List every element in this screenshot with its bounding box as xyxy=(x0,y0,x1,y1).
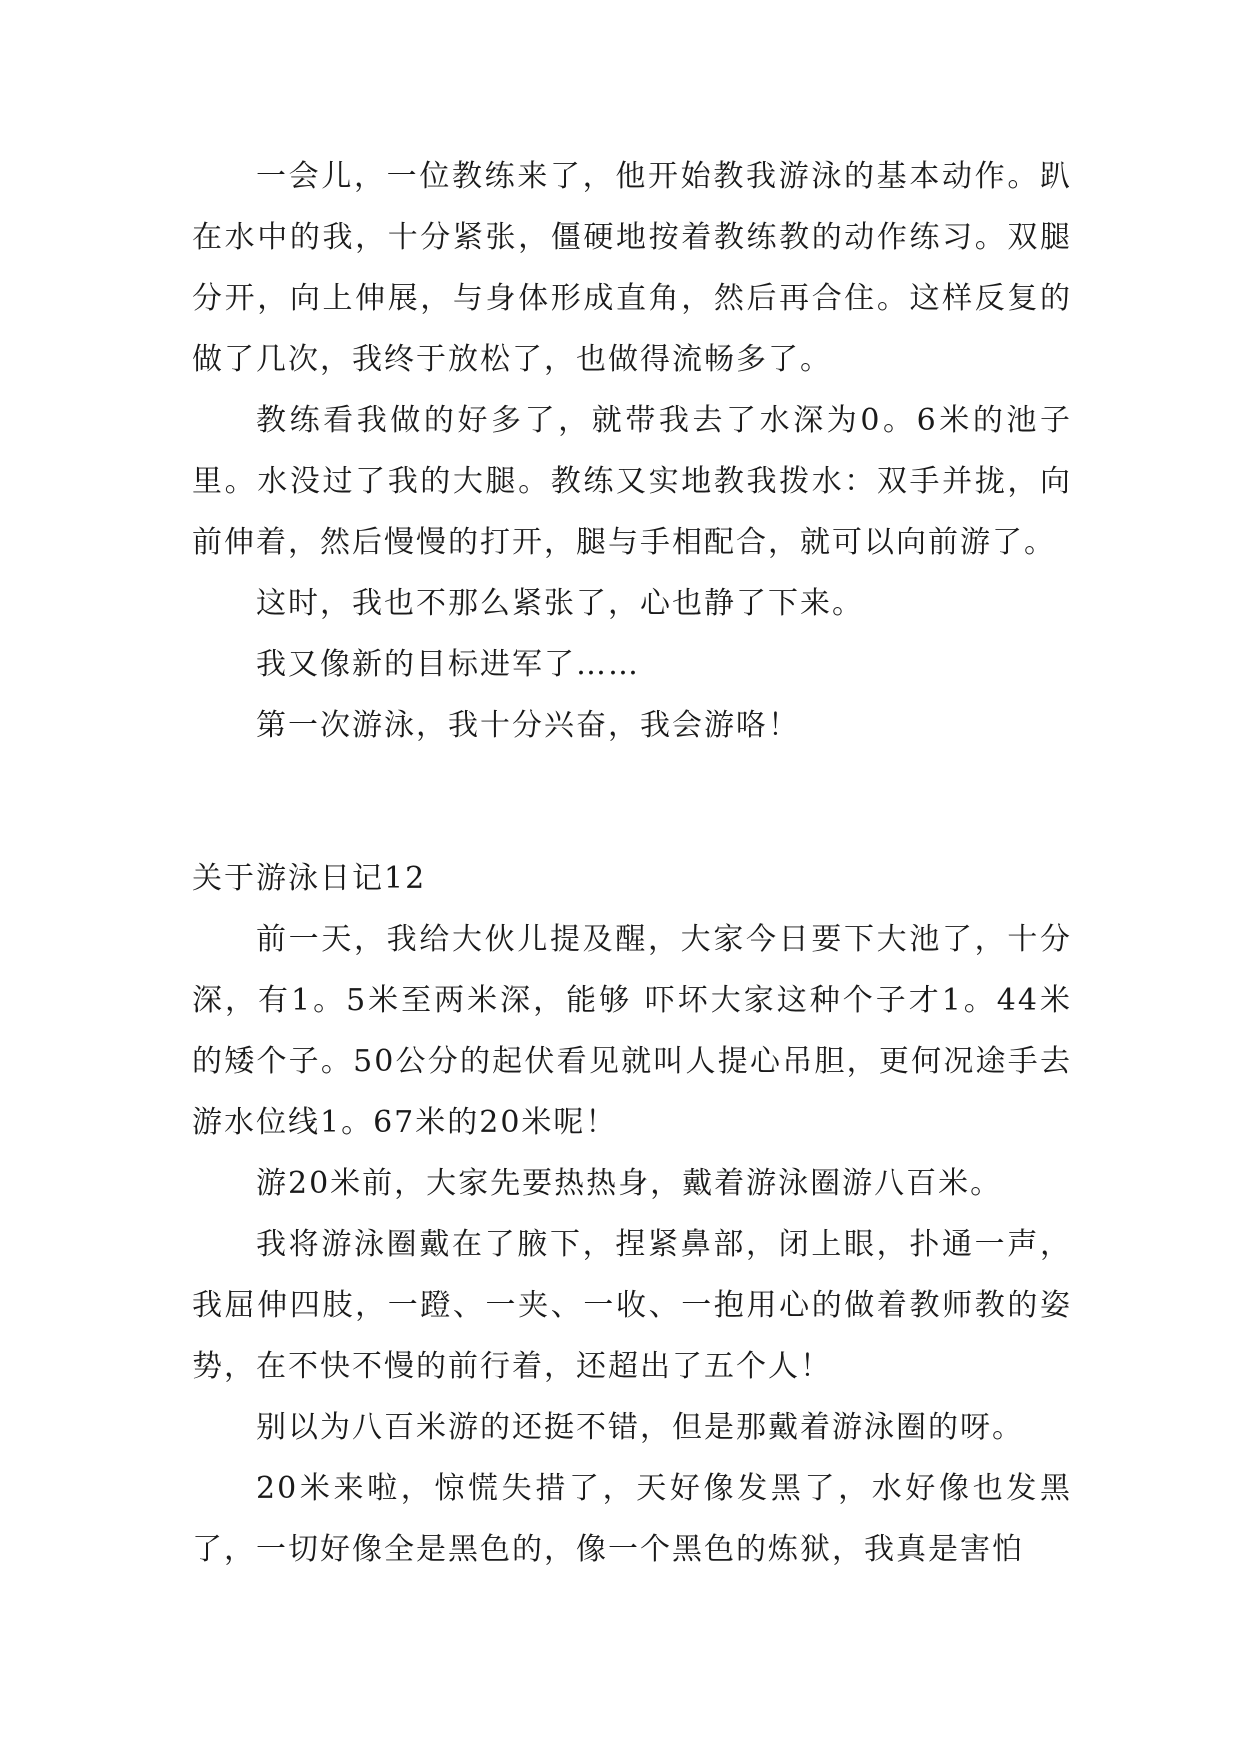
paragraph: 游20米前，大家先要热热身，戴着游泳圈游八百米。 xyxy=(256,1166,1003,1201)
section-title: 关于游泳日记12 xyxy=(192,861,427,896)
paragraph: 别以为八百米游的还挺不错，但是那戴着游泳圈的呀。 xyxy=(256,1410,1024,1445)
diary-section-one xyxy=(192,146,1072,756)
paragraph: 我将游泳圈戴在了腋下，捏紧鼻部，闭上眼，扑通一声，我屈伸四肢，一蹬、一夹、一收、一抱用心的做着教师教的姿势，在不快不慢的前行着，还超出了五个人！ xyxy=(192,1227,1072,1384)
diary-section-two xyxy=(192,848,1072,1580)
paragraph: 前一天，我给大伙儿提及醒，大家今日要下大池了，十分深，有1。5米至两米深，能够 吓坏大家这种个子才1。44米的矮个子。50公分的起伏看见就叫人提心吊胆，更何况途手去游水位线1。67米的20米呢！ xyxy=(192,922,1072,1140)
paragraph: 教练看我做的好多了，就带我去了水深为0。6米的池子里。水没过了我的大腿。教练又实地教我拨水：双手并拢，向前伸着，然后慢慢的打开，腿与手相配合，就可以向前游了。 xyxy=(192,403,1072,560)
paragraph: 20米来啦，惊慌失措了，天好像发黑了，水好像也发黑了，一切好像全是黑色的，像一个黑色的炼狱，我真是害怕 xyxy=(192,1471,1072,1567)
paragraph: 第一次游泳，我十分兴奋，我会游咯！ xyxy=(256,708,800,743)
paragraph: 我又像新的目标进军了…… xyxy=(256,647,640,682)
paragraph: 这时，我也不那么紧张了，心也静了下来。 xyxy=(256,586,864,621)
paragraph: 一会儿，一位教练来了，他开始教我游泳的基本动作。趴在水中的我，十分紧张，僵硬地按着教练教的动作练习。双腿分开，向上伸展，与身体形成直角，然后再合住。这样反复的做了几次，我终于放松了，也做得流畅多了。 xyxy=(192,159,1072,377)
